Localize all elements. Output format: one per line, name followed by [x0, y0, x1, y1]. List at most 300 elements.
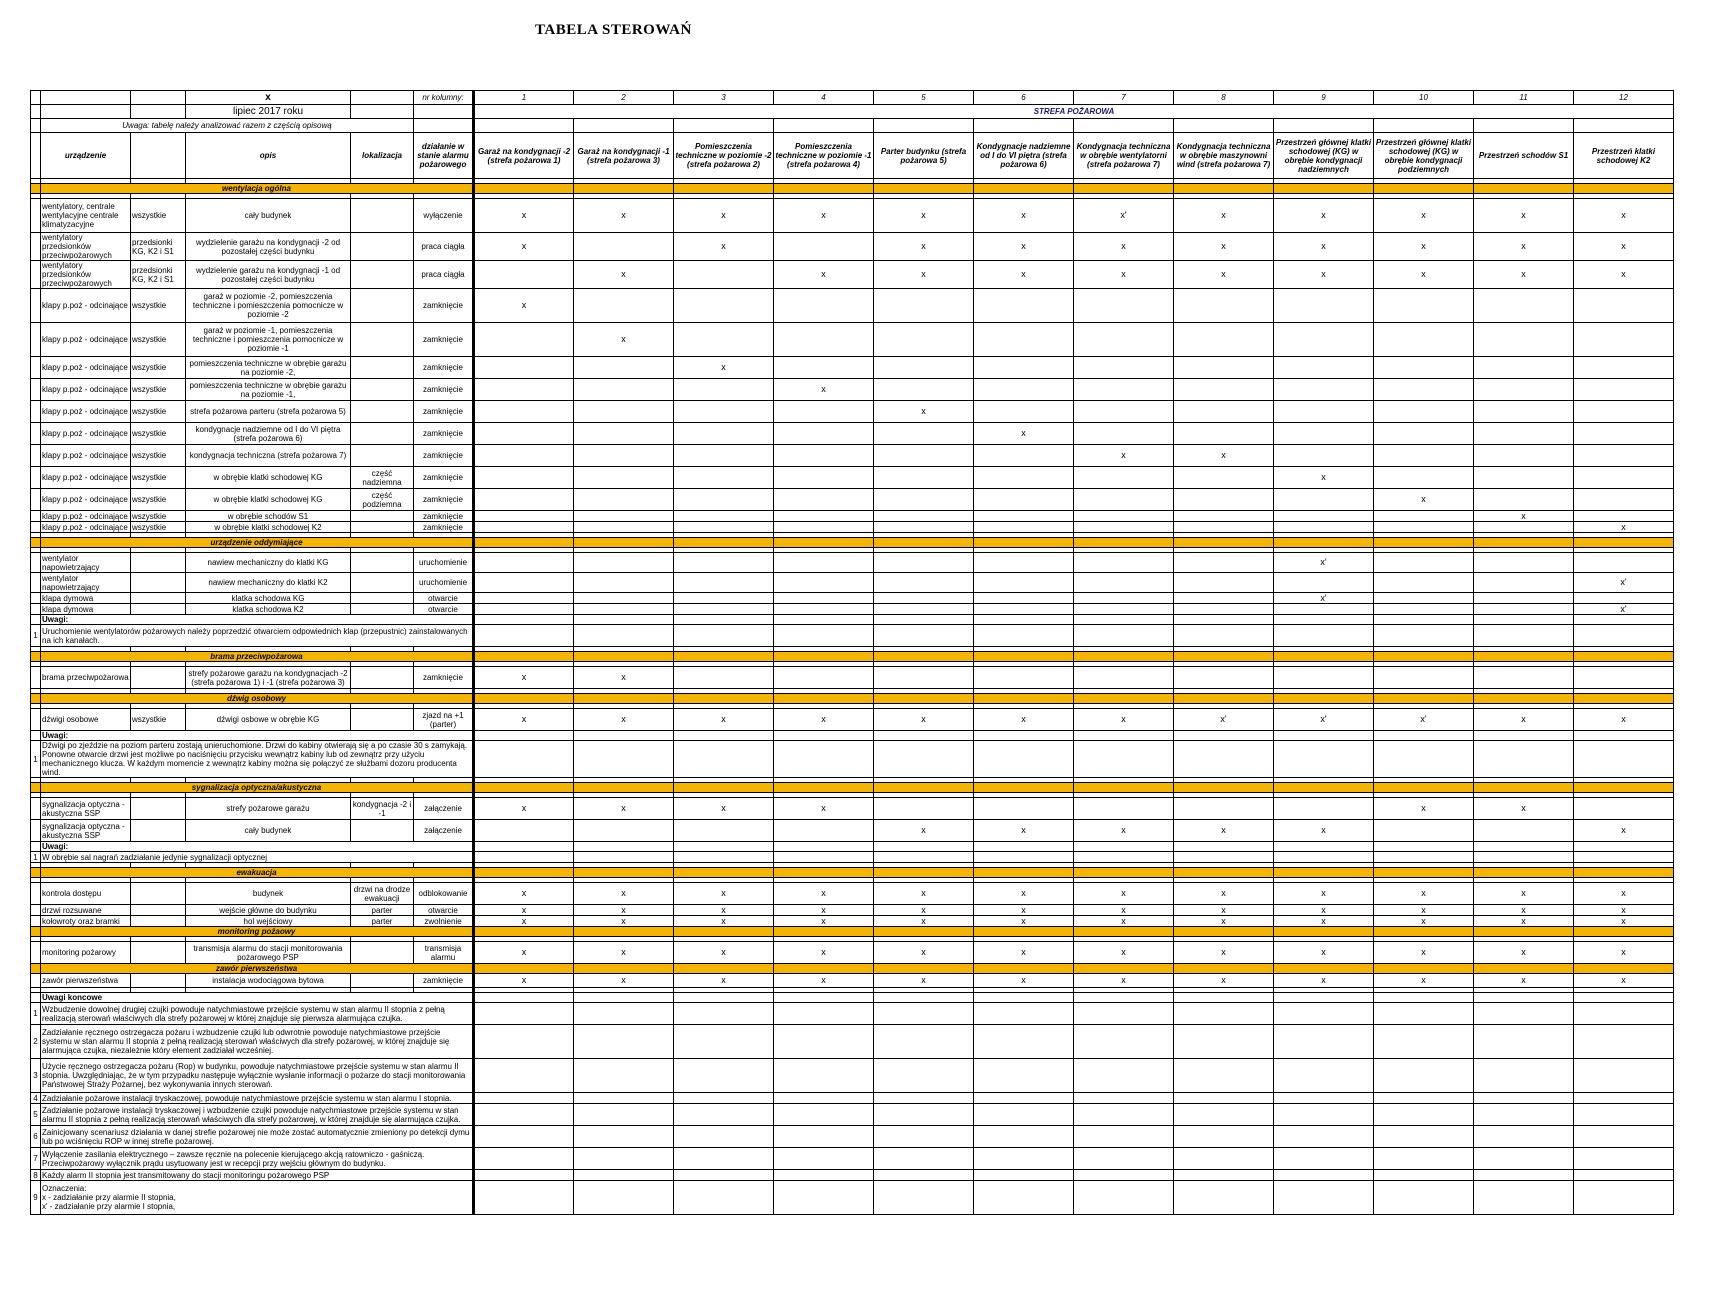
device-cell: klapa dymowa [41, 593, 131, 604]
empty-cell [1374, 1148, 1474, 1170]
empty-cell [574, 1059, 674, 1093]
empty-cell [1474, 184, 1574, 194]
description-cell: wydzielenie garażu na kondygnacji -2 od pozostałej części budynku [186, 233, 351, 261]
empty-cell [31, 401, 41, 423]
empty-cell [774, 731, 874, 741]
zone-mark-cell: x [1374, 916, 1474, 927]
zone-mark-cell [1174, 511, 1274, 522]
empty-cell [1274, 852, 1374, 863]
quantity-cell [131, 942, 186, 964]
zone-mark-cell: x [1174, 974, 1274, 988]
table-row [31, 522, 1674, 533]
zone-mark-cell: x [1274, 942, 1374, 964]
zone-mark-cell [874, 604, 974, 615]
location-cell [351, 974, 414, 988]
zone-mark-cell [674, 553, 774, 573]
zone-mark-cell [974, 573, 1074, 593]
empty-cell [1574, 1126, 1674, 1148]
zone-mark-cell: x [1374, 974, 1474, 988]
zone-mark-cell [1074, 511, 1174, 522]
zone-mark-cell: x [774, 261, 874, 289]
quantity-cell: wszystkie [131, 709, 186, 731]
empty-cell [31, 783, 41, 793]
zone-mark-cell: x [874, 261, 974, 289]
location-cell: parter [351, 905, 414, 916]
remarks-label: Uwagi: [41, 615, 474, 625]
empty-cell [1174, 1181, 1274, 1215]
empty-cell [874, 731, 974, 741]
zone-mark-cell: x [1274, 883, 1374, 905]
control-table [30, 90, 1674, 1215]
zone-mark-cell [1274, 445, 1374, 467]
empty-cell [1374, 964, 1474, 974]
description-cell: hol wejściowy [186, 916, 351, 927]
zone-header: Kondygnacja techniczna w obrębie maszynowni wind (strefa pożarowa 7) [1174, 133, 1274, 179]
column-number: 6 [974, 91, 1074, 105]
location-cell [351, 323, 414, 357]
empty-cell [1074, 783, 1174, 793]
zone-mark-cell [1074, 357, 1174, 379]
zone-mark-cell: x' [1274, 553, 1374, 573]
column-number: 9 [1274, 91, 1374, 105]
description-cell: w obrębie klatki schodowej KG [186, 489, 351, 511]
empty-cell [1174, 1003, 1274, 1025]
zone-mark-cell [1074, 489, 1174, 511]
zone-mark-cell: x [1574, 905, 1674, 916]
empty-cell [474, 783, 574, 793]
empty-cell [774, 868, 874, 878]
empty-cell [974, 783, 1074, 793]
empty-cell [1174, 694, 1274, 704]
remark-number: 4 [31, 1093, 41, 1104]
zone-mark-cell: x [974, 233, 1074, 261]
table-row [31, 798, 1674, 820]
action-cell: uruchomienie [414, 573, 474, 593]
zone-mark-cell [674, 522, 774, 533]
empty-cell [1474, 868, 1574, 878]
zone-mark-cell [1274, 323, 1374, 357]
empty-cell [774, 1148, 874, 1170]
empty-cell [474, 741, 574, 778]
empty-cell [1074, 731, 1174, 741]
location-cell: część nadziemna [351, 467, 414, 489]
empty-cell [1574, 1148, 1674, 1170]
description-cell: kondygnacje nadziemne od I do VI piętra (strefa pożarowa 6) [186, 423, 351, 445]
zone-mark-cell: x [1474, 511, 1574, 522]
empty-cell [1074, 927, 1174, 937]
zone-mark-cell: x [574, 905, 674, 916]
zone-mark-cell [774, 323, 874, 357]
zone-mark-cell [1174, 593, 1274, 604]
empty-cell [1574, 1059, 1674, 1093]
zone-mark-cell: x [674, 883, 774, 905]
zone-mark-cell: x [774, 709, 874, 731]
zone-mark-cell [1074, 573, 1174, 593]
column-number: 4 [774, 91, 874, 105]
zone-mark-cell [1074, 423, 1174, 445]
zone-mark-cell: x [674, 905, 774, 916]
device-cell: klapy p.poż - odcinające [41, 522, 131, 533]
empty-cell [774, 1059, 874, 1093]
zone-mark-cell: x' [1074, 199, 1174, 233]
table-row [31, 323, 1674, 357]
zone-mark-cell: x [974, 905, 1074, 916]
device-cell: klapy p.poż - odcinające [41, 289, 131, 323]
empty-cell [1274, 993, 1374, 1003]
empty-cell [574, 993, 674, 1003]
empty-cell [1074, 615, 1174, 625]
zone-mark-cell [974, 379, 1074, 401]
zone-mark-cell [474, 522, 574, 533]
empty-cell [874, 615, 974, 625]
empty-cell [1274, 694, 1374, 704]
empty-cell [974, 538, 1074, 548]
remark-text: Wzbudzenie dowolnej drugiej czujki powoduje natychmiastowe przejście systemu w stan alarmu II stopnia z pełną realizacją sterowań właściwych dla strefy pożarowej w której znajduje się pierwsza alarmująca czujka. [41, 1003, 474, 1025]
empty-cell [874, 1170, 974, 1181]
zone-mark-cell [574, 357, 674, 379]
zone-mark-cell [574, 379, 674, 401]
remark-row [31, 1126, 1674, 1148]
remark-text: Oznaczenia: x - zadziałanie przy alarmie II stopnia, x' - zadziałanie przy alarmie I stopnia, [41, 1181, 474, 1215]
empty-cell [574, 1104, 674, 1126]
zone-mark-cell [1574, 489, 1674, 511]
remarks-header-row [31, 615, 1674, 625]
empty-cell [774, 1104, 874, 1126]
zone-mark-cell [874, 357, 974, 379]
empty-cell [1474, 852, 1574, 863]
location-cell [351, 553, 414, 573]
zone-mark-cell [1574, 467, 1674, 489]
zone-mark-cell [1474, 604, 1574, 615]
header-device: urządzenie [41, 133, 131, 179]
empty-cell [874, 842, 974, 852]
zone-mark-cell [1374, 423, 1474, 445]
empty-cell [874, 694, 974, 704]
zone-mark-cell [574, 604, 674, 615]
zone-mark-cell: x [1474, 905, 1574, 916]
zone-mark-cell [1374, 593, 1474, 604]
zone-mark-cell [474, 379, 574, 401]
action-cell: zamknięcie [414, 974, 474, 988]
zone-mark-cell [1574, 445, 1674, 467]
empty-cell [1574, 1093, 1674, 1104]
description-cell: pomieszczenia techniczne w obrębie garażu na poziomie -2, [186, 357, 351, 379]
empty-cell [874, 625, 974, 647]
zone-mark-cell [474, 357, 574, 379]
quantity-cell [131, 916, 186, 927]
empty-cell [31, 445, 41, 467]
empty-cell [1474, 1059, 1574, 1093]
zone-mark-cell: x [974, 974, 1074, 988]
quantity-cell [131, 820, 186, 842]
zone-mark-cell [774, 511, 874, 522]
empty-cell [1074, 184, 1174, 194]
empty-cell [974, 964, 1074, 974]
zone-mark-cell [1574, 357, 1674, 379]
empty-cell [1374, 993, 1474, 1003]
section-header-row [31, 538, 1674, 548]
empty-cell [1374, 852, 1474, 863]
zone-mark-cell: x [574, 798, 674, 820]
empty-cell [1174, 1059, 1274, 1093]
zone-mark-cell [1174, 798, 1274, 820]
device-cell: klapy p.poż - odcinające [41, 379, 131, 401]
empty-cell [874, 1059, 974, 1093]
empty-cell [1174, 731, 1274, 741]
empty-cell [1574, 783, 1674, 793]
section-title: zawór pierwszeństwa [41, 964, 474, 974]
remark-row [31, 1025, 1674, 1059]
remark-text: Zainicjowany scenariusz działania w danej strefie pożarowej nie może zostać automatycznie zmieniony po detekcji dymu lub po wciśnięciu ROP w innej strefie pożarowej. [41, 1126, 474, 1148]
zone-mark-cell: x [974, 423, 1074, 445]
zone-mark-cell [674, 593, 774, 604]
remark-row [31, 1148, 1674, 1170]
empty-cell [1474, 1181, 1574, 1215]
empty-cell [474, 1059, 574, 1093]
column-number: 2 [574, 91, 674, 105]
zone-mark-cell: x [974, 199, 1074, 233]
empty-cell [574, 852, 674, 863]
empty-cell [674, 1025, 774, 1059]
empty-cell [574, 741, 674, 778]
empty-cell [1374, 694, 1474, 704]
table-row [31, 199, 1674, 233]
zone-mark-cell [1374, 379, 1474, 401]
table-row [31, 916, 1674, 927]
empty-cell [674, 868, 774, 878]
empty-cell [774, 927, 874, 937]
table-row [31, 261, 1674, 289]
empty-cell [1374, 1181, 1474, 1215]
empty-cell [774, 741, 874, 778]
zone-mark-cell: x [874, 974, 974, 988]
empty-cell [1374, 625, 1474, 647]
empty-cell [1174, 1104, 1274, 1126]
empty-cell [1374, 1104, 1474, 1126]
zone-mark-cell [574, 289, 674, 323]
empty-cell [31, 593, 41, 604]
remark-text: Każdy alarm II stopnia jest transmitowany do stacji monitoringu pożarowego PSP [41, 1170, 474, 1181]
empty-cell [31, 798, 41, 820]
empty-cell [674, 538, 774, 548]
empty-cell [774, 993, 874, 1003]
device-cell: klapy p.poż - odcinające [41, 323, 131, 357]
header-date: lipiec 2017 roku [186, 105, 351, 119]
zone-mark-cell: x [474, 905, 574, 916]
header-description: opis [186, 133, 351, 179]
location-cell [351, 261, 414, 289]
device-cell: wentylator napowietrzający [41, 573, 131, 593]
zone-mark-cell [1174, 604, 1274, 615]
zone-mark-cell [574, 593, 674, 604]
empty-cell [1574, 741, 1674, 778]
zone-mark-cell: x [1574, 261, 1674, 289]
zone-mark-cell: x [1274, 199, 1374, 233]
empty-cell [674, 964, 774, 974]
zone-mark-cell: x [974, 820, 1074, 842]
empty-cell [674, 1148, 774, 1170]
description-cell: pomieszczenia techniczne w obrębie garażu na poziomie -1, [186, 379, 351, 401]
section-title: monitoring pożaowy [41, 927, 474, 937]
quantity-cell: wszystkie [131, 511, 186, 522]
empty-cell [1274, 1181, 1374, 1215]
empty-cell [474, 852, 574, 863]
device-cell: klapy p.poż - odcinające [41, 489, 131, 511]
empty-cell [674, 184, 774, 194]
empty-cell [1174, 1093, 1274, 1104]
zone-mark-cell: x [1574, 974, 1674, 988]
column-number: 5 [874, 91, 974, 105]
remark-number: 1 [31, 625, 41, 647]
empty-cell [1574, 694, 1674, 704]
zone-header: Kondygnacja techniczna w obrębie wentylatorni (strefa pożarowa 7) [1074, 133, 1174, 179]
zone-mark-cell [1474, 553, 1574, 573]
zone-mark-cell: x [574, 883, 674, 905]
empty-cell [1574, 1181, 1674, 1215]
zone-mark-cell: x [1574, 709, 1674, 731]
zone-mark-cell [1374, 289, 1474, 323]
empty-cell [1174, 1025, 1274, 1059]
zone-mark-cell [874, 511, 974, 522]
empty-cell [1174, 993, 1274, 1003]
zone-group-header: STREFA POŻAROWA [474, 105, 1674, 119]
location-cell [351, 357, 414, 379]
empty-cell [774, 1181, 874, 1215]
quantity-cell [131, 974, 186, 988]
remark-row [31, 741, 1674, 778]
empty-cell [574, 1170, 674, 1181]
empty-cell [31, 522, 41, 533]
location-cell [351, 709, 414, 731]
zone-mark-cell: x [1174, 445, 1274, 467]
empty-cell [31, 652, 41, 662]
section-header-row [31, 652, 1674, 662]
zone-mark-cell: x [1174, 199, 1274, 233]
empty-cell [574, 652, 674, 662]
remarks-label: Uwagi: [41, 842, 474, 852]
zone-mark-cell [1574, 667, 1674, 689]
zone-mark-cell [1174, 357, 1274, 379]
action-cell: zamknięcie [414, 401, 474, 423]
device-cell: klapy p.poż - odcinające [41, 401, 131, 423]
empty-cell [1474, 694, 1574, 704]
zone-mark-cell: x [874, 820, 974, 842]
zone-mark-cell: x [1074, 883, 1174, 905]
zone-mark-cell: x [1274, 261, 1374, 289]
empty-cell [1174, 1126, 1274, 1148]
zone-mark-cell [974, 401, 1074, 423]
empty-cell [474, 625, 574, 647]
empty-cell [474, 652, 574, 662]
empty-cell [1074, 1059, 1174, 1093]
empty-cell [674, 1003, 774, 1025]
table-row [31, 233, 1674, 261]
zone-mark-cell [874, 323, 974, 357]
empty-cell [1474, 783, 1574, 793]
description-cell: wydzielenie garażu na kondygnacji -1 od pozostałej części budynku [186, 261, 351, 289]
table-row [31, 467, 1674, 489]
empty-cell [474, 1093, 574, 1104]
remarks-header-row [31, 842, 1674, 852]
zone-mark-cell: x [1474, 974, 1574, 988]
empty-cell [1574, 993, 1674, 1003]
empty-cell [774, 852, 874, 863]
empty-cell [1074, 1181, 1174, 1215]
zone-mark-cell [1274, 604, 1374, 615]
empty-cell [874, 1126, 974, 1148]
empty-cell [1574, 964, 1674, 974]
empty-cell [1274, 842, 1374, 852]
empty-cell [874, 741, 974, 778]
action-cell: zamknięcie [414, 489, 474, 511]
empty-cell [1574, 868, 1674, 878]
zone-mark-cell [574, 423, 674, 445]
zone-mark-cell: x' [1274, 593, 1374, 604]
action-cell: otwarcie [414, 604, 474, 615]
empty-cell [31, 842, 41, 852]
description-cell: garaż w poziomie -2, pomieszczenia techniczne i pomieszczenia pomocnicze w poziomie -2 [186, 289, 351, 323]
empty-cell [31, 615, 41, 625]
empty-cell [674, 783, 774, 793]
zone-mark-cell [574, 401, 674, 423]
empty-cell [1474, 731, 1574, 741]
empty-cell [774, 538, 874, 548]
empty-cell [474, 184, 574, 194]
zone-mark-cell [974, 553, 1074, 573]
empty-cell [974, 1170, 1074, 1181]
device-cell: klapy p.poż - odcinające [41, 511, 131, 522]
zone-mark-cell: x [1274, 905, 1374, 916]
zone-mark-cell [1174, 289, 1274, 323]
empty-cell [974, 1059, 1074, 1093]
empty-cell [1374, 538, 1474, 548]
empty-cell [1574, 615, 1674, 625]
quantity-cell: wszystkie [131, 323, 186, 357]
empty-cell [1274, 868, 1374, 878]
zone-mark-cell: x [974, 261, 1074, 289]
zone-mark-cell: x [1174, 820, 1274, 842]
empty-cell [31, 974, 41, 988]
remarks-header-row [31, 731, 1674, 741]
zone-mark-cell: x [774, 942, 874, 964]
zone-mark-cell: x [1474, 233, 1574, 261]
table-row [31, 289, 1674, 323]
zone-mark-cell [574, 233, 674, 261]
zone-mark-cell: x [474, 199, 574, 233]
remark-number: 1 [31, 1003, 41, 1025]
zone-mark-cell [574, 573, 674, 593]
zone-mark-cell: x [474, 798, 574, 820]
zone-mark-cell: x [1474, 798, 1574, 820]
empty-cell [1174, 1148, 1274, 1170]
zone-mark-cell [974, 593, 1074, 604]
zone-mark-cell [574, 553, 674, 573]
location-cell: kondygnacja -2 i -1 [351, 798, 414, 820]
zone-mark-cell [974, 323, 1074, 357]
empty-cell [1574, 538, 1674, 548]
empty-cell [774, 1170, 874, 1181]
zone-mark-cell [1174, 379, 1274, 401]
empty-cell [1274, 964, 1374, 974]
action-cell: zamknięcie [414, 522, 474, 533]
remarks-label: Uwagi koncowe [41, 993, 474, 1003]
quantity-cell: wszystkie [131, 379, 186, 401]
zone-mark-cell: x [1174, 916, 1274, 927]
action-cell: zamknięcie [414, 423, 474, 445]
zone-mark-cell [774, 553, 874, 573]
section-title: urządzenie oddymiające [41, 538, 474, 548]
zone-mark-cell [1474, 379, 1574, 401]
